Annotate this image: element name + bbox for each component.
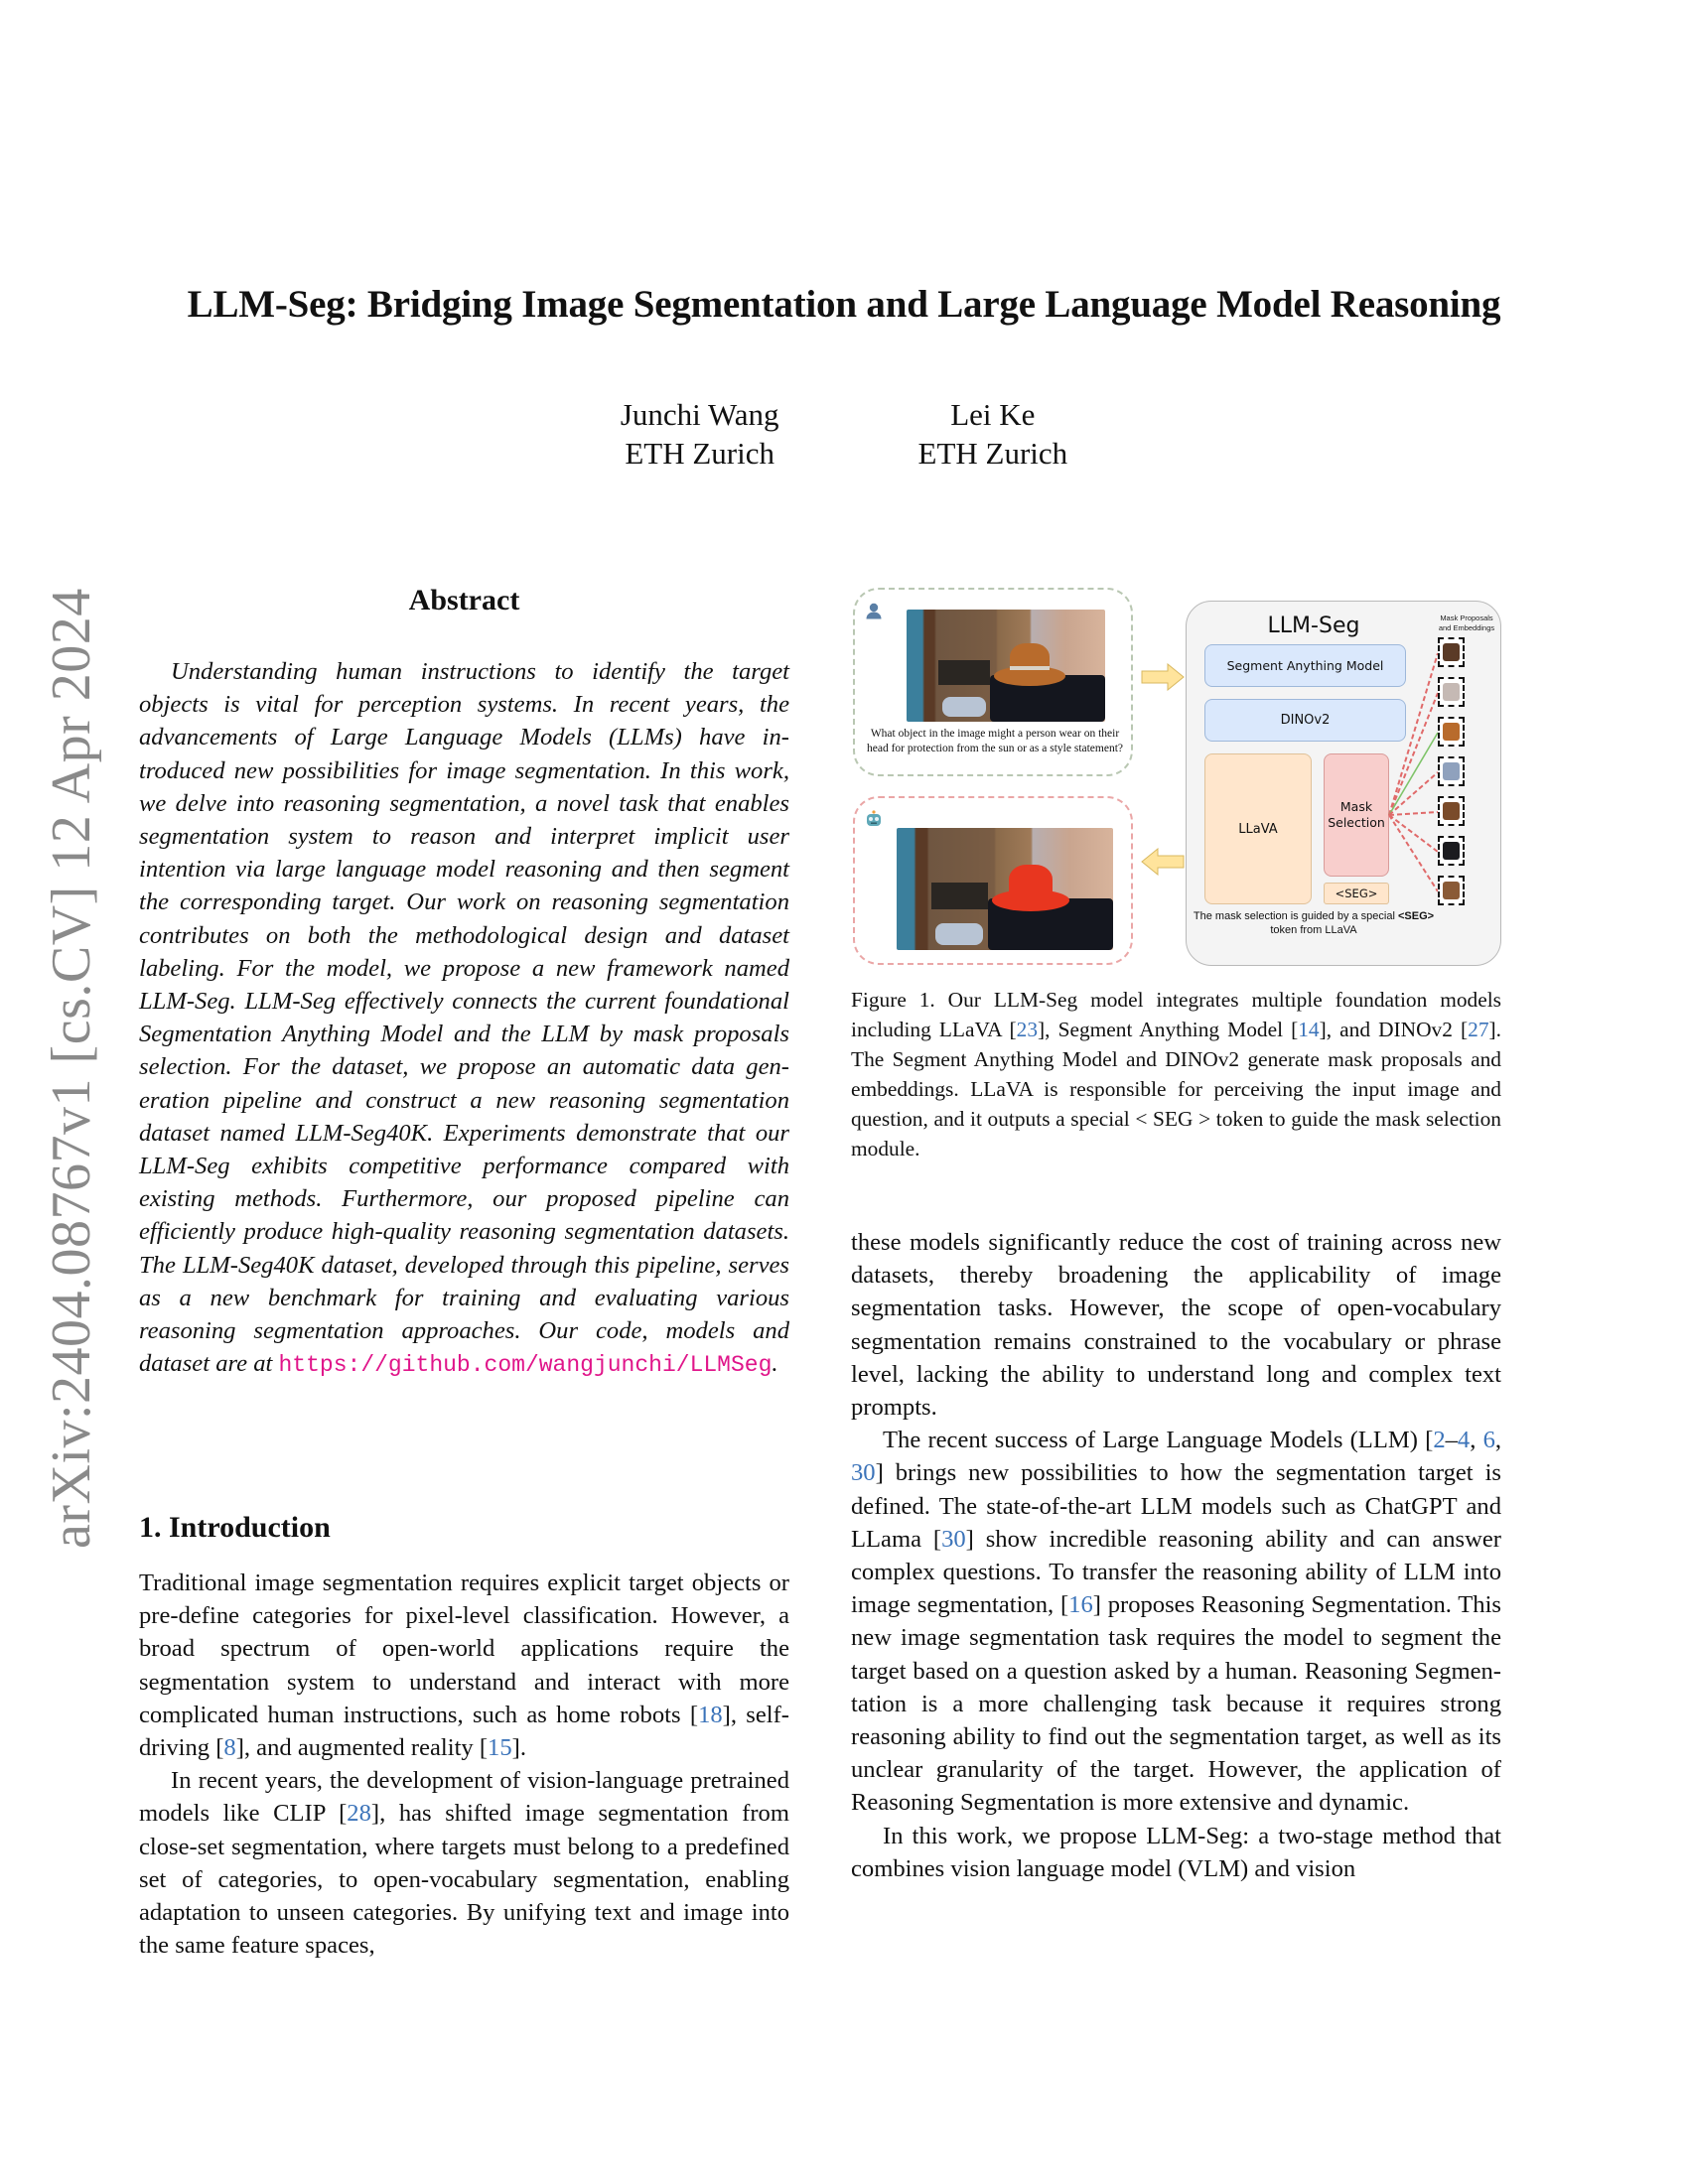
segmented-output-image [897, 828, 1113, 950]
mask-proposal-thumbnail [1438, 836, 1465, 866]
segment-anything-block: Segment Anything Model [1204, 644, 1406, 687]
citation-link[interactable]: 27 [1468, 1018, 1489, 1041]
dinov2-block: DINOv2 [1204, 699, 1406, 742]
citation-link[interactable]: 6 [1482, 1427, 1495, 1454]
mask-proposal-thumbnail [1438, 717, 1465, 747]
body-text: In this work, we propose LLM-Seg: a two-stage method that combines vision language model (VLM) and vision [851, 1822, 1501, 1882]
paragraph [139, 1567, 789, 1764]
body-text: Our LLM-Seg model integrates multiple foundation models including LLaVA [ [851, 988, 1501, 1041]
arrow-right-icon [1141, 663, 1185, 691]
body-text: Traditional image segmentation requires explicit target objects or pre-define categories for pixel-level classification. However, a broad spectrum of open-world applications require the segmentation system to understand and interact with more complicated human instructions, such as home robots [ [139, 1570, 789, 1728]
body-text: – [1445, 1427, 1458, 1454]
author-affiliation: ETH Zurich [625, 436, 774, 471]
author-block [918, 395, 1068, 473]
mask-proposal-thumbnail [1438, 756, 1465, 786]
figure-label: Figure 1. [851, 988, 935, 1012]
abstract-body [139, 655, 789, 1382]
author-block [621, 395, 779, 473]
paragraph [851, 1226, 1501, 1424]
body-text: ], and DINOv2 [ [1319, 1018, 1469, 1041]
body-text: these models significantly reduce the cost of training across new datasets, thereby broadening the applicability of image segmentation tasks. However, the scope of open-vocabulary segmentation remains constrained to the vocabulary or phrase level, lacking the ability to understand long and complex text prompts. [851, 1229, 1501, 1422]
abstract-paragraph [139, 655, 789, 1382]
introduction-right-column [851, 1226, 1501, 1885]
body-text: ] brings new possibilities to how the segmentation target is defined. The state-of-the-art LLM models such as ChatGPT and LLama [ [851, 1459, 1501, 1553]
figure-1-caption [851, 985, 1501, 1163]
paragraph [851, 1424, 1501, 1819]
paragraph [139, 1764, 789, 1962]
model-output-panel [853, 796, 1133, 965]
citation-link[interactable]: 16 [1068, 1591, 1093, 1619]
body-text: ], has shifted image segmentation from close-set segmentation, where targets must belong to a predefined set of categories, to open-vocabulary segmentation, enabling adaptation to unseen categories. By unifying text and image into the same feature spaces, [139, 1800, 789, 1960]
body-text: ], and augmented reality [ [235, 1734, 489, 1762]
llm-seg-architecture-box [1186, 601, 1501, 966]
author-affiliation: ETH Zurich [917, 436, 1068, 471]
introduction-left-column [139, 1567, 789, 1962]
citation-link[interactable]: 4 [1457, 1427, 1471, 1454]
seg-token-block: <SEG> [1324, 883, 1389, 904]
body-text: In recent years, the development of vision-language pretrained models like CLIP [ [139, 1767, 789, 1828]
paper-title: LLM-Seg: Bridging Image Segmentation and Large Language Model Reasoning [187, 283, 1501, 326]
citation-link[interactable]: 30 [941, 1525, 966, 1553]
input-image [907, 610, 1105, 722]
body-text: , [1470, 1427, 1483, 1454]
citation-link[interactable]: 14 [1298, 1018, 1320, 1041]
abstract-url-period: . [772, 1350, 778, 1378]
body-text: ] proposes Reasoning Segmentation. This new image segmentation task requires the model to segment the target based on a question asked by a human. Reasoning Segmentation is a more challenging task because it requires strong reasoning ability to find out the segmentation target, as well as its unclear granularity of the target. However, the application of Reasoning Segmentation is more extensive and dynamic. [851, 1591, 1501, 1817]
body-text: ]. The Segment Anything Model and DINOv2 generate mask proposals and embeddings. LLaVA is responsible for perceiving the input image and question, and it outputs a special < SEG > token to guide the mask selection module. [851, 1018, 1502, 1160]
mask-selection-block: Mask Selection [1324, 753, 1389, 877]
citation-link[interactable]: 23 [1016, 1018, 1039, 1041]
code-repository-link[interactable]: https://github.com/wangjunchi/LLMSeg [278, 1352, 773, 1379]
mask-proposal-thumbnail [1438, 796, 1465, 826]
body-text: ] show incredible reasoning ability and can answer complex questions. To transfer the reasoning ability of LLM into image segmentation, [ [851, 1525, 1501, 1619]
author-name: Lei Ke [950, 397, 1036, 432]
body-text: ], Segment Anything Model [ [1038, 1018, 1299, 1041]
paragraph [851, 1820, 1501, 1885]
arxiv-identifier-stamp: arXiv:2404.08767v1 [cs.CV] 12 Apr 2024 [41, 588, 102, 1549]
section-heading-introduction: 1. Introduction [139, 1511, 331, 1544]
robot-face-icon [865, 810, 883, 828]
arrow-left-icon [1141, 848, 1185, 876]
author-name: Junchi Wang [620, 397, 779, 432]
body-text: ], self-driving [ [139, 1701, 789, 1762]
architecture-caption: The mask selection is guided by a special <SEG> token from LLaVA [1193, 910, 1435, 936]
citation-link[interactable]: 28 [347, 1800, 371, 1828]
mask-proposals-label: Mask Proposals and Embeddings [1438, 614, 1495, 632]
body-text: , [1494, 1427, 1502, 1454]
figure-1 [851, 586, 1503, 968]
citation-link[interactable]: 2 [1433, 1427, 1446, 1454]
body-text: ]. [511, 1734, 526, 1762]
citation-link[interactable]: 8 [223, 1734, 236, 1762]
architecture-title: LLM-Seg [1267, 614, 1360, 638]
citation-link[interactable]: 30 [851, 1459, 876, 1487]
abstract-text: Understanding human instructions to identify the target objects is vital for perception systems. In recent years, the advancements of Large Language Models (LLMs) have introduced new possibilities for image segmentation. In this work, we delve into reasoning segmentation, a novel task that enables segmentation system to reason and interpret implicit user intention via large language model reasoning and then segment the corresponding target. Our work on reasoning segmentation contributes on both the methodological design and dataset labeling. For the model, we propose a new framework named LLM-Seg. LLM-Seg effectively connects the current foundational Segmentation Anything Model and the LLM by mask proposals selection. For the dataset, we propose an automatic data generation pipeline and construct a new reasoning segmentation dataset named LLM-Seg40K. Experiments demonstrate that our LLM-Seg exhibits competitive performance compared with existing methods. Furthermore, our proposed pipeline can efficiently produce high-quality reasoning segmentation datasets. The LLM-Seg40K dataset, developed through this pipeline, serves as a new benchmark for training and evaluating various reasoning segmentation approaches. Our code, models and dataset are at [139, 658, 789, 1378]
citation-link[interactable]: 15 [488, 1734, 512, 1762]
llava-block: LLaVA [1204, 753, 1312, 904]
citation-link[interactable]: 18 [698, 1701, 723, 1728]
mask-proposal-thumbnail [1438, 677, 1465, 707]
user-silhouette-icon [865, 602, 883, 619]
mask-proposal-thumbnail [1438, 876, 1465, 905]
abstract-heading: Abstract [408, 584, 520, 616]
user-query-panel [853, 588, 1133, 776]
seg-token-label: <SEG> [1397, 910, 1435, 922]
mask-proposal-thumbnail [1438, 637, 1465, 667]
body-text: The recent success of Large Language Models (LLM) [ [883, 1427, 1434, 1454]
author-list [0, 395, 1688, 473]
user-question: What object in the image might a person wear on their head for protection from the sun or as a style statement? [866, 728, 1124, 754]
